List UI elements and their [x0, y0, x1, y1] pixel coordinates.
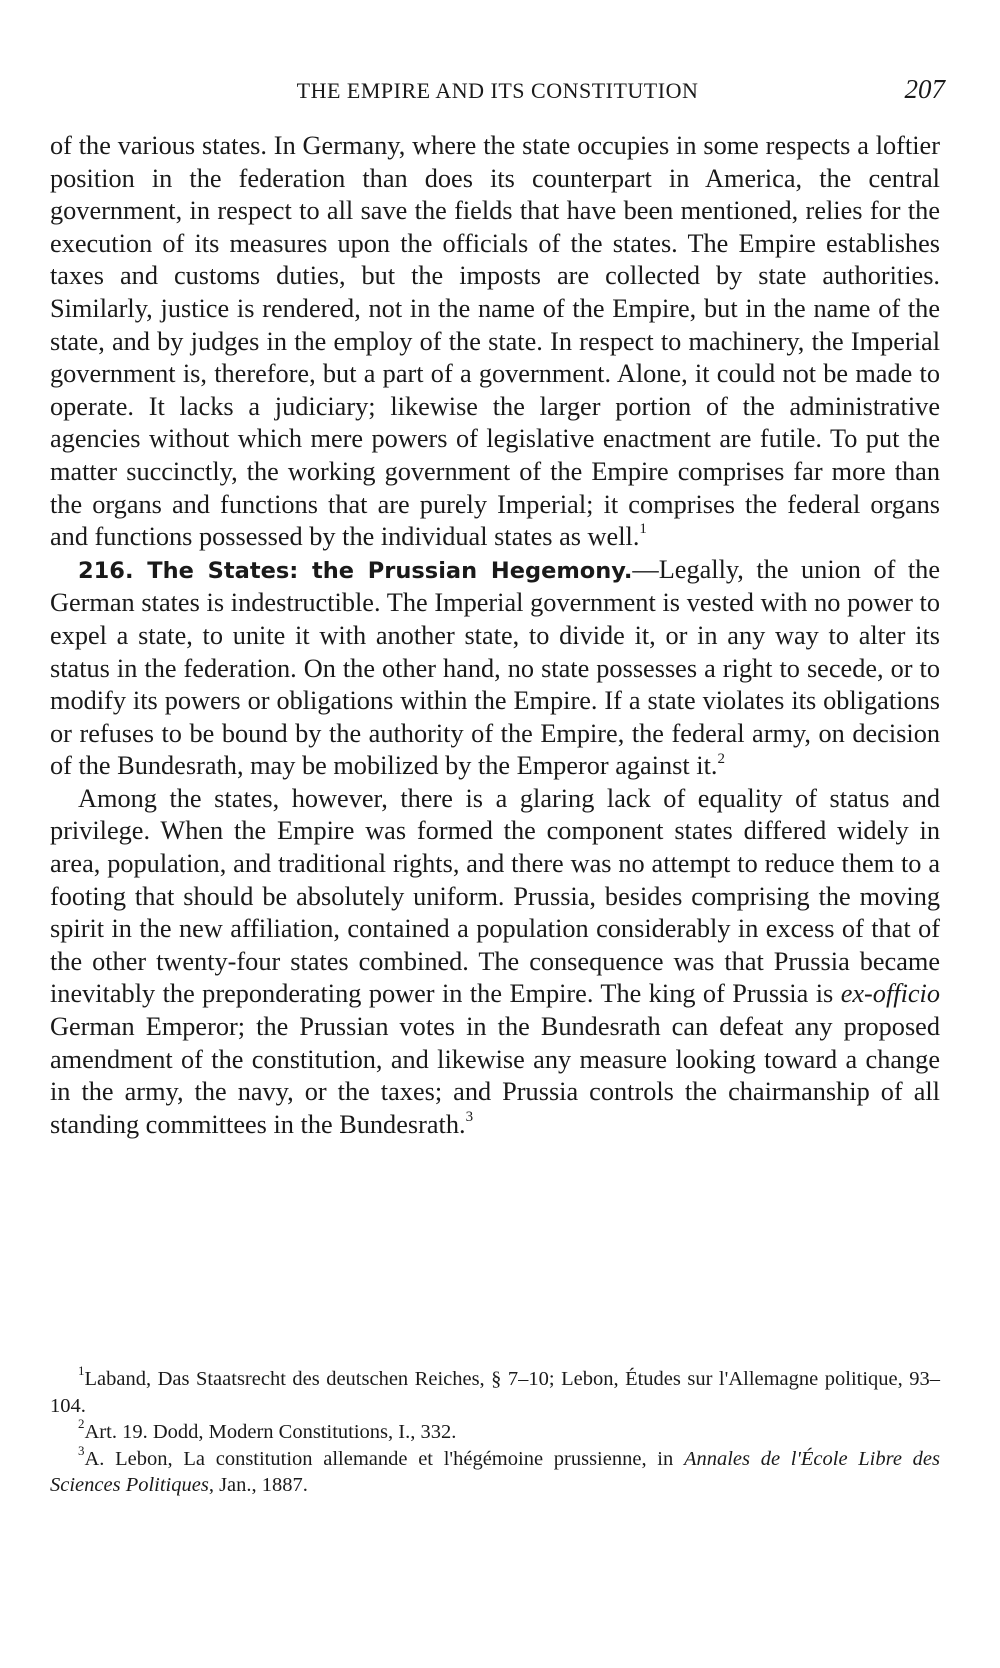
footnote-3-text-a: A. Lebon, La constitution allemande et l'hégémoine prussienne, in [84, 1447, 684, 1470]
running-title: THE EMPIRE AND ITS CONSTITUTION [296, 78, 699, 103]
paragraph-3-text-b: German Emperor; the Prussian votes in the Bundesrath can defeat any proposed amendment of the constitution, and likewise any measure looking toward a change in the army, the navy, or the taxes; and Prussia controls the chairmanship of all standing committees in the Bundesrath. [50, 1012, 940, 1139]
footnote-3-text-b: , Jan., 1887. [208, 1474, 308, 1496]
section-heading: 216. The States: the Prussian Hegemony. [78, 557, 633, 584]
footnote-2-text: Art. 19. Dodd, Modern Constitutions, I., 332. [84, 1421, 457, 1443]
page-number: 207 [904, 74, 945, 104]
paragraph-3-text-a: Among the states, however, there is a glaring lack of equality of status and privilege. When the Empire was formed the component states differed widely in area, population, and traditional rights, and there was no attempt to reduce them to a footing that should be absolutely uniform. Prussia, besides comprising the moving spirit in the new affiliation, contained a population considerably in excess of that of the other twenty-four states combined. The consequence was that Prussia became inevitably the preponderating power in the Empire. The king of Prussia is [50, 783, 940, 1009]
paragraph-2-text: —Legally, the union of the German states is indestructible. The Imperial government is vested with no power to expel a state, to unite it with another state, to divide it, or in any way to alter its status in the federation. On the other hand, no state possesses a right to secede, or to modify its powers or obligations within the Empire. If a state violates its obligations or refuses to be bound by the authority of the Empire, the federal army, on decision of the Bundesrath, may be mobilized by the Emperor against it. [50, 554, 940, 781]
footnote-ref-3: 3 [465, 1109, 474, 1126]
footnote-ref-2: 2 [717, 750, 725, 767]
paragraph-continuation [50, 130, 940, 554]
footnote-2-mark: 2 [78, 1416, 85, 1432]
body-text [50, 130, 940, 1141]
footnote-1-text: Laband, Das Staatsrecht des deutschen Reiches, § 7–10; Lebon, Études sur l'Allemagne politique, 93–104. [50, 1368, 940, 1417]
footnote-1 [50, 1363, 940, 1419]
footnote-ref-1: 1 [639, 521, 647, 538]
footnote-1-mark: 1 [78, 1363, 85, 1379]
footnotes [50, 1363, 940, 1499]
footnote-3 [50, 1442, 940, 1499]
paragraph-3 [50, 783, 940, 1142]
section-216-paragraph [50, 554, 940, 783]
paragraph-3-italic: ex-officio [840, 979, 940, 1009]
paragraph-1-text: of the various states. In Germany, where the state occupies in some respects a loftier position in the federation than does its counterpart in America, the central government, in respect to all save the fields that have been mentioned, relies for the execution of its measures upon the officials of the states. The Empire establishes taxes and customs duties, but the imposts are collected by state authorities. Similarly, justice is rendered, not in the name of the Empire, but in the name of the state, and by judges in the employ of the state. In respect to machinery, the Imperial government is, therefore, but a part of a government. Alone, it could not be made to operate. It lacks a judiciary; likewise the larger portion of the administrative agencies without which mere powers of legislative enactment are futile. To put the matter succinctly, the working government of the Empire comprises far more than the organs and functions that are purely Imperial; it comprises the federal organs and functions possessed by the individual states as well. [50, 131, 940, 552]
footnote-3-mark: 3 [78, 1442, 85, 1458]
running-header [50, 72, 945, 108]
footnote-3-italic: Annales de l'École Libre des Sciences Politiques [50, 1447, 940, 1496]
footnote-2 [50, 1416, 940, 1446]
